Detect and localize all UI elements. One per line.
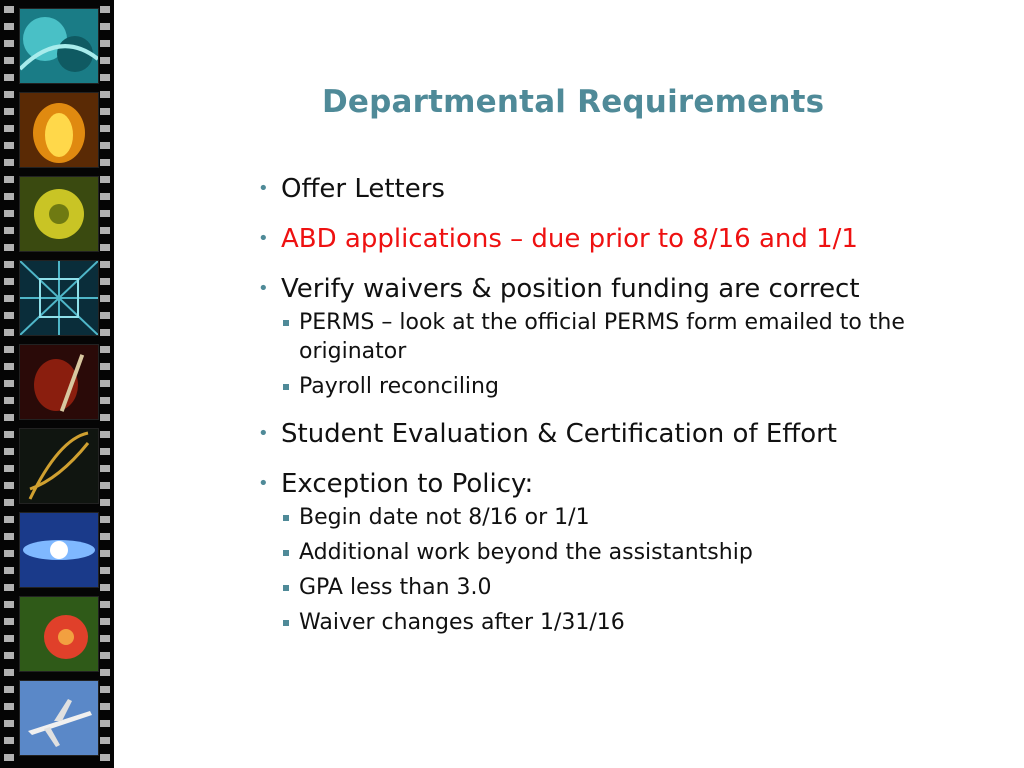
square-bullet-icon (283, 384, 289, 390)
sub-bullet-item (256, 308, 916, 366)
slide-title: Departmental Requirements (322, 84, 825, 120)
bullet-text: Verify waivers & position funding are correct (281, 274, 860, 304)
wireframe-frame (19, 260, 99, 336)
square-bullet-icon (283, 585, 289, 591)
sub-bullet-text: Waiver changes after 1/31/16 (299, 610, 625, 635)
film-perforations-left (4, 0, 14, 768)
sub-bullet-text: Begin date not 8/16 or 1/1 (299, 505, 590, 530)
bullet-dot-icon: • (258, 423, 269, 444)
sub-bullet-text: PERMS – look at the official PERMS form emailed to the originator (299, 310, 905, 364)
bullet-dot-icon: • (258, 228, 269, 249)
filmstrip (0, 0, 114, 768)
airplane-frame (19, 680, 99, 756)
square-bullet-icon (283, 620, 289, 626)
bullet-item (256, 222, 916, 256)
bullet-text-highlighted: ABD applications – due prior to 8/16 and 1/1 (281, 224, 858, 254)
film-perforations-right (100, 0, 110, 768)
bullet-item (256, 172, 916, 206)
sub-bullet-item (256, 608, 916, 637)
bullet-dot-icon: • (258, 473, 269, 494)
bullet-text: Exception to Policy: (281, 469, 534, 499)
sub-bullet-text: Additional work beyond the assistantship (299, 540, 753, 565)
bullet-text: Offer Letters (281, 174, 445, 204)
bullet-item (256, 417, 916, 451)
sub-bullet-item (256, 372, 916, 401)
bullet-dot-icon: • (258, 278, 269, 299)
square-bullet-icon (283, 550, 289, 556)
sub-bullet-text: Payroll reconciling (299, 374, 499, 399)
sub-bullet-text: GPA less than 3.0 (299, 575, 492, 600)
sub-bullet-item (256, 573, 916, 602)
abstract-teal-frame (19, 8, 99, 84)
sub-bullet-item (256, 503, 916, 532)
flame-figures-frame (19, 92, 99, 168)
bullet-list (256, 172, 916, 643)
bullet-dot-icon: • (258, 178, 269, 199)
dna-helix-frame (19, 428, 99, 504)
light-burst-frame (19, 512, 99, 588)
square-bullet-icon (283, 320, 289, 326)
sub-bullet-item (256, 538, 916, 567)
bullet-item (256, 272, 916, 306)
yellow-flower-frame (19, 176, 99, 252)
bullet-text: Student Evaluation & Certification of Effort (281, 419, 837, 449)
square-bullet-icon (283, 515, 289, 521)
violin-frame (19, 344, 99, 420)
red-flower-frame (19, 596, 99, 672)
bullet-item (256, 467, 916, 501)
